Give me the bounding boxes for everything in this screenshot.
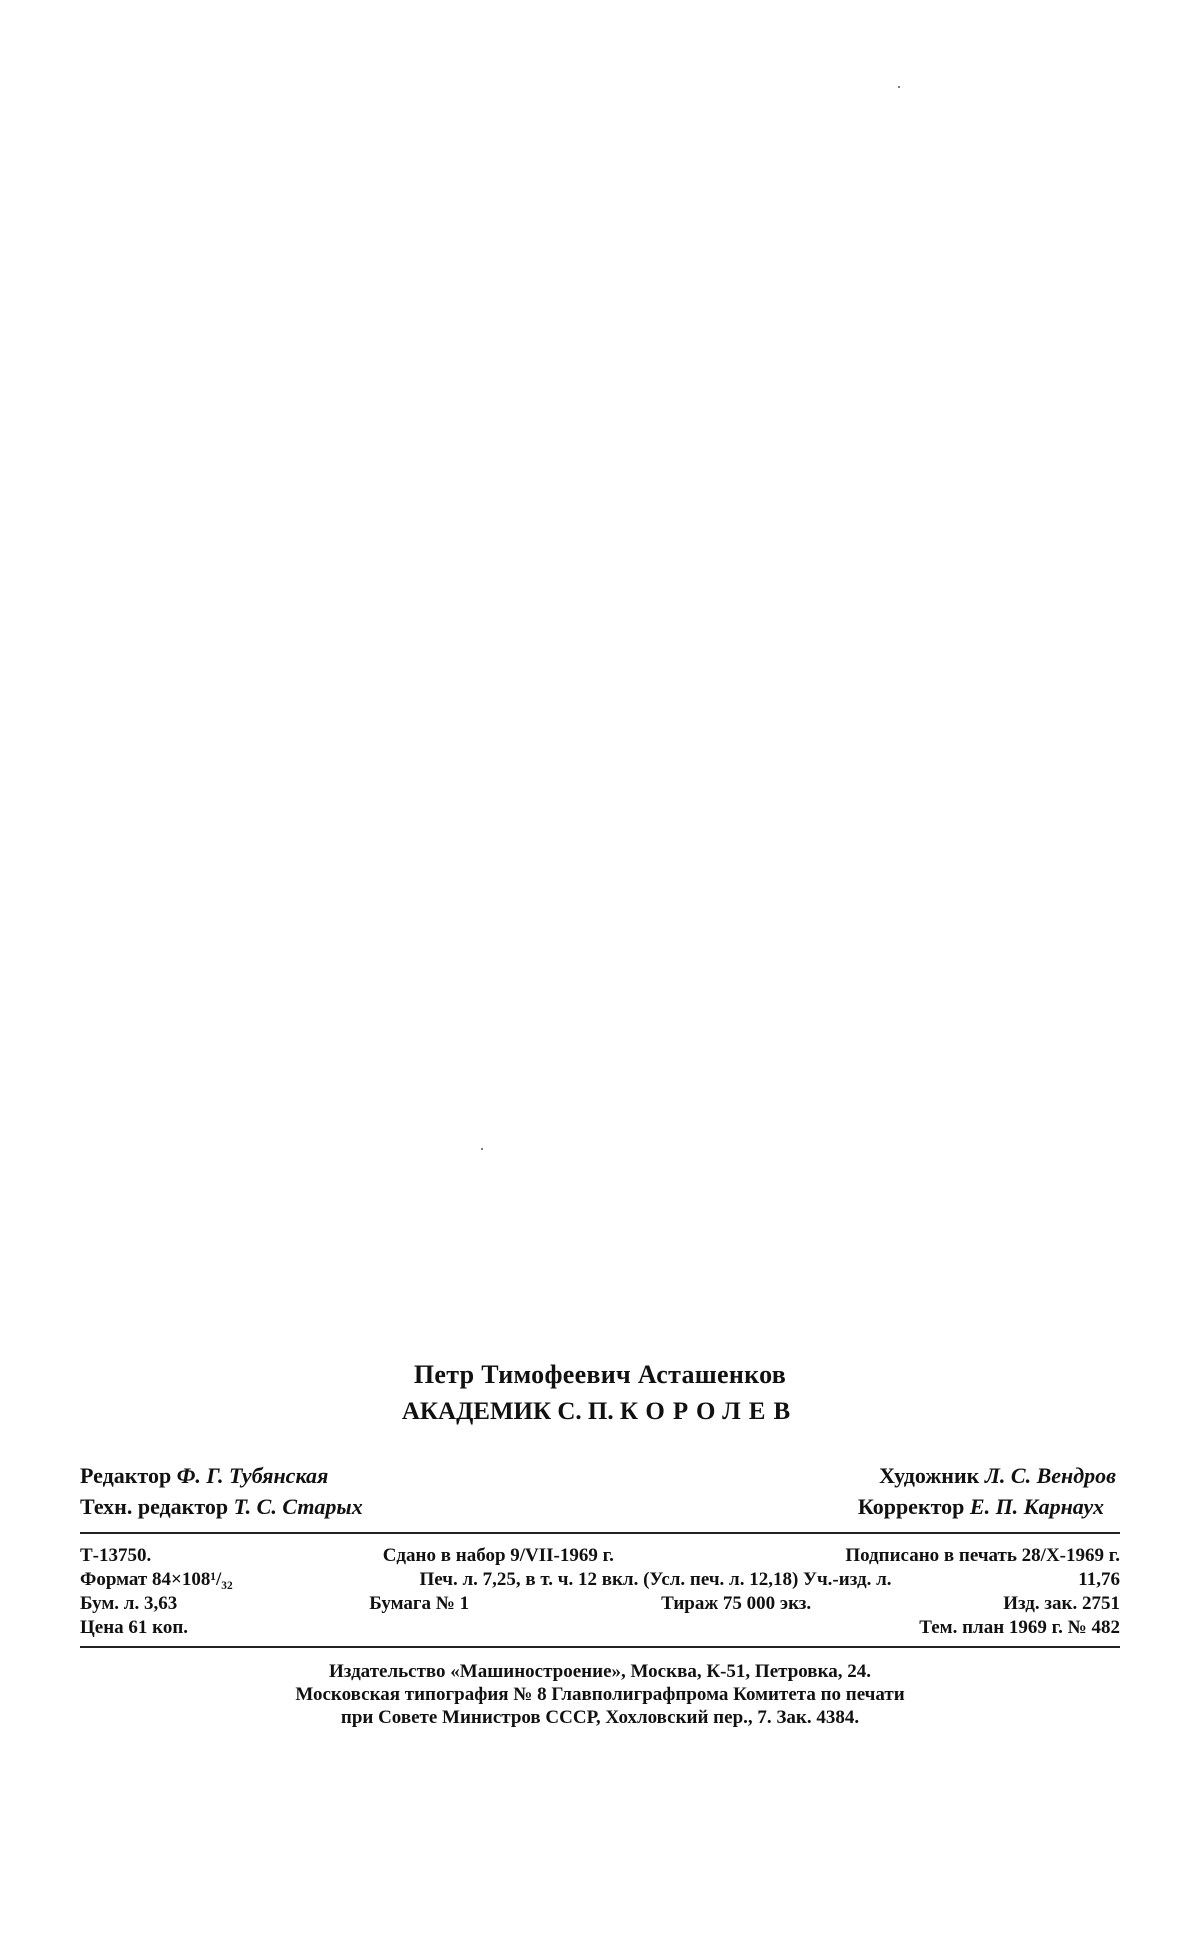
imprint-row — [80, 1568, 1120, 1592]
imprint-cell: 11,76 — [1078, 1569, 1120, 1590]
printer-address-line: при Совете Министров СССР, Хохловский пер., 7. Зак. 4384. — [340, 1707, 860, 1728]
editor-label: Редактор — [80, 1463, 172, 1488]
artist-name: Л. С. Вендров — [984, 1463, 1116, 1488]
credits-row — [80, 1460, 1120, 1491]
imprint-cell: Формат 84×108¹/₃₂ — [80, 1569, 233, 1590]
imprint-cell: Изд. зак. 2751 — [1003, 1593, 1120, 1614]
publisher-line: Издательство «Машиностроение», Москва, К-51, Петровка, 24. — [329, 1661, 871, 1682]
editor-name: Ф. Г. Тубянская — [176, 1463, 329, 1488]
artist-credit — [879, 1460, 1120, 1491]
book-title — [80, 1398, 1120, 1426]
tech-editor-name: Т. С. Старых — [233, 1494, 363, 1519]
imprint-cell: Подписано в печать 28/X-1969 г. — [845, 1545, 1120, 1566]
proofreader-label: Корректор — [857, 1494, 965, 1519]
credits — [80, 1460, 1120, 1522]
imprint-cell: Бум. л. 3,63 — [80, 1593, 178, 1614]
proofreader-name: Е. П. Карнаух — [969, 1494, 1104, 1519]
proofreader-credit — [858, 1491, 1120, 1522]
imprint-cell: Сдано в набор 9/VII-1969 г. — [382, 1545, 614, 1566]
imprint-block — [80, 1534, 1120, 1646]
tech-editor-label: Техн. редактор — [80, 1494, 229, 1519]
imprint-cell: Тираж 75 000 экз. — [661, 1593, 812, 1614]
scan-speck — [898, 86, 900, 88]
scan-speck — [481, 1148, 483, 1150]
imprint-row — [80, 1544, 1120, 1568]
imprint-cell: Т-13750. — [80, 1545, 152, 1566]
editor-credit — [80, 1460, 328, 1491]
author-name: Петр Тимофеевич Асташенков — [413, 1360, 787, 1389]
imprint-row — [80, 1616, 1120, 1640]
colophon — [80, 1360, 1120, 1729]
book-title-surname: КОРОЛЕВ — [619, 1398, 799, 1425]
credits-row — [80, 1491, 1120, 1522]
imprint-cell: Тем. план 1969 г. № 482 — [919, 1617, 1120, 1638]
book-title-prefix: АКАДЕМИК С. П. — [401, 1398, 614, 1425]
imprint-row — [80, 1592, 1120, 1616]
divider-rule — [80, 1646, 1120, 1648]
artist-label: Художник — [879, 1463, 980, 1488]
imprint-cell: Печ. л. 7,25, в т. ч. 12 вкл. (Усл. печ. л. 12,18) Уч.-изд. л. — [419, 1569, 892, 1590]
tech-editor-credit — [80, 1491, 363, 1522]
printer-line: Московская типография № 8 Главполиграфпрома Комитета по печати — [295, 1684, 905, 1705]
imprint-cell: Бумага № 1 — [369, 1593, 470, 1614]
publisher-info — [80, 1660, 1120, 1729]
imprint-cell: Цена 61 коп. — [80, 1617, 189, 1638]
